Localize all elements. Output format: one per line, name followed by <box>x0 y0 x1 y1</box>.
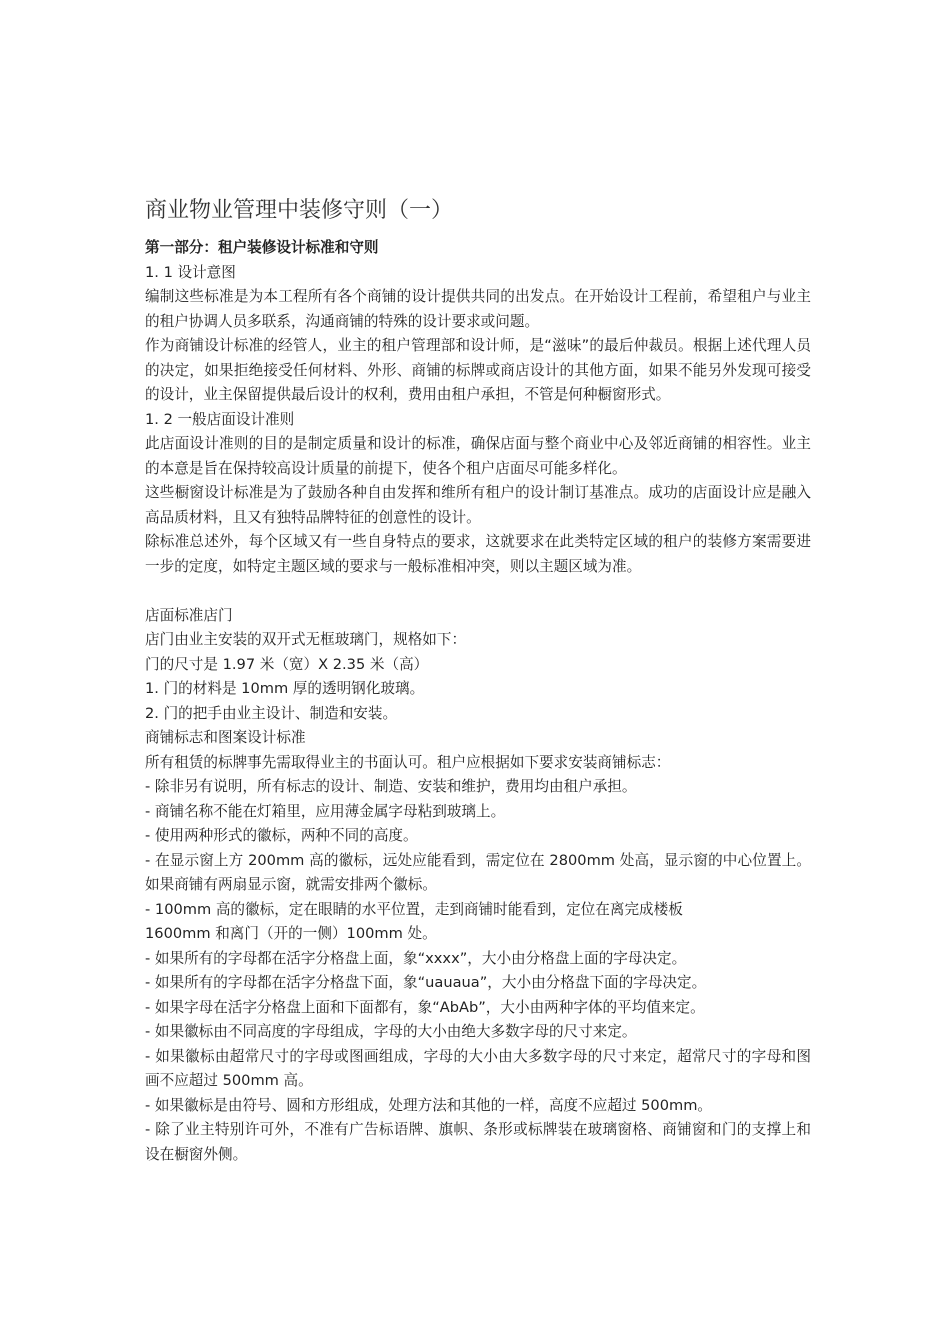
rule-item: - 如果徽标是由符号、圆和方形组成，处理方法和其他的一样，高度不应超过 500mm。 <box>145 1096 713 1114</box>
rule-item: - 商铺名称不能在灯箱里，应用薄金属字母粘到玻璃上。 <box>145 802 506 820</box>
rule-item: - 100mm 高的徽标，定在眼睛的水平位置，走到商铺时能看到，定位在离完成楼板 <box>145 900 683 918</box>
section-1-2-paragraph-3: 除标准总述外，每个区域又有一些自身特点的要求，这就要求在此类特定区域的租户的装修方案需要进一步的定度，如特定主题区域的要求与一般标准相冲突，则以主题区域为准。 <box>145 533 811 575</box>
section-1-2-heading: 1. 2 一般店面设计准则 <box>145 410 295 428</box>
door-paragraph: 店门由业主安装的双开式无框玻璃门，规格如下： <box>145 631 467 648</box>
rule-item: - 在显示窗上方 200mm 高的徽标，远处应能看到，需定位在 2800mm 处高，显示窗的中心位置上。如果商铺有两扇显示窗，就需安排两个徽标。 <box>145 851 811 893</box>
rule-item: - 如果徽标由超常尺寸的字母或图画组成，字母的大小由大多数字母的尺寸来定，超常尺寸的字母和图画不应超过 500mm 高。 <box>145 1047 811 1089</box>
sign-heading: 商铺标志和图案设计标准 <box>145 729 306 746</box>
rule-item: - 除非另有说明，所有标志的设计、制造、安装和维护，费用均由租户承担。 <box>145 778 637 795</box>
rule-item: - 如果所有的字母都在活字分格盘下面，象“uauaua”，大小由分格盘下面的字母决定。 <box>145 974 707 991</box>
section-1-2-paragraph-2: 这些橱窗设计标准是为了鼓励各种自由发挥和维所有租户的设计制订基准点。成功的店面设计应是融入高品质材料，且又有独特品牌特征的创意性的设计。 <box>145 484 811 526</box>
rule-item-continuation: 1600mm 和离门（开的一侧）100mm 处。 <box>145 925 437 942</box>
sign-intro: 所有租赁的标牌事先需取得业主的书面认可。租户应根据如下要求安装商铺标志： <box>145 753 671 771</box>
section-1-1-paragraph-2: 作为商铺设计标准的经管人，业主的租户管理部和设计师，是“滋味”的最后仲裁员。根据上述代理人员的决定，如果拒绝接受任何材料、外形、商铺的标牌或商店设计的其他方面，如果不能另外发现可接受的设计，业主保留提供最后设计的权利，费用由租户承担，不管是何种橱窗形式。 <box>145 337 811 403</box>
section-1-1-paragraph-1: 编制这些标准是为本工程所有各个商铺的设计提供共同的出发点。在开始设计工程前，希望租户与业主的租户协调人员多联系，沟通商铺的特殊的设计要求或问题。 <box>145 288 811 330</box>
door-size: 门的尺寸是 1.97 米（宽）X 2.35 米（高） <box>145 655 429 673</box>
door-item-2: 2. 门的把手由业主设计、制造和安装。 <box>145 704 398 722</box>
rule-item: - 如果所有的字母都在活字分格盘上面，象“xxxx”，大小由分格盘上面的字母决定。 <box>145 949 687 967</box>
door-item-1: 1. 门的材料是 10mm 厚的透明钢化玻璃。 <box>145 680 425 697</box>
door-heading: 店面标准店门 <box>145 606 233 624</box>
document-title: 商业物业管理中装修守则（一） <box>145 198 454 223</box>
rule-item: - 如果字母在活字分格盘上面和下面都有，象“AbAb”，大小由两种字体的平均值来定。 <box>145 998 705 1016</box>
rule-item: - 除了业主特别许可外，不准有广告标语牌、旗帜、条形或标牌装在玻璃窗格、商铺窗和门的支撑上和设在橱窗外侧。 <box>145 1121 811 1163</box>
rule-item: - 如果徽标由不同高度的字母组成，字母的大小由绝大多数字母的尺寸来定。 <box>145 1023 637 1040</box>
blank-line <box>145 579 811 604</box>
part-heading: 第一部分：租户装修设计标准和守则 <box>145 239 379 256</box>
section-1-1-heading: 1. 1 设计意图 <box>145 263 236 281</box>
section-1-2-paragraph-1: 此店面设计准则的目的是制定质量和设计的标准，确保店面与整个商业中心及邻近商铺的相容性。业主的本意是旨在保持较高设计质量的前提下，使各个租户店面尽可能多样化。 <box>145 435 811 477</box>
document-page <box>145 196 811 1167</box>
rule-item: - 使用两种形式的徽标，两种不同的高度。 <box>145 827 418 844</box>
